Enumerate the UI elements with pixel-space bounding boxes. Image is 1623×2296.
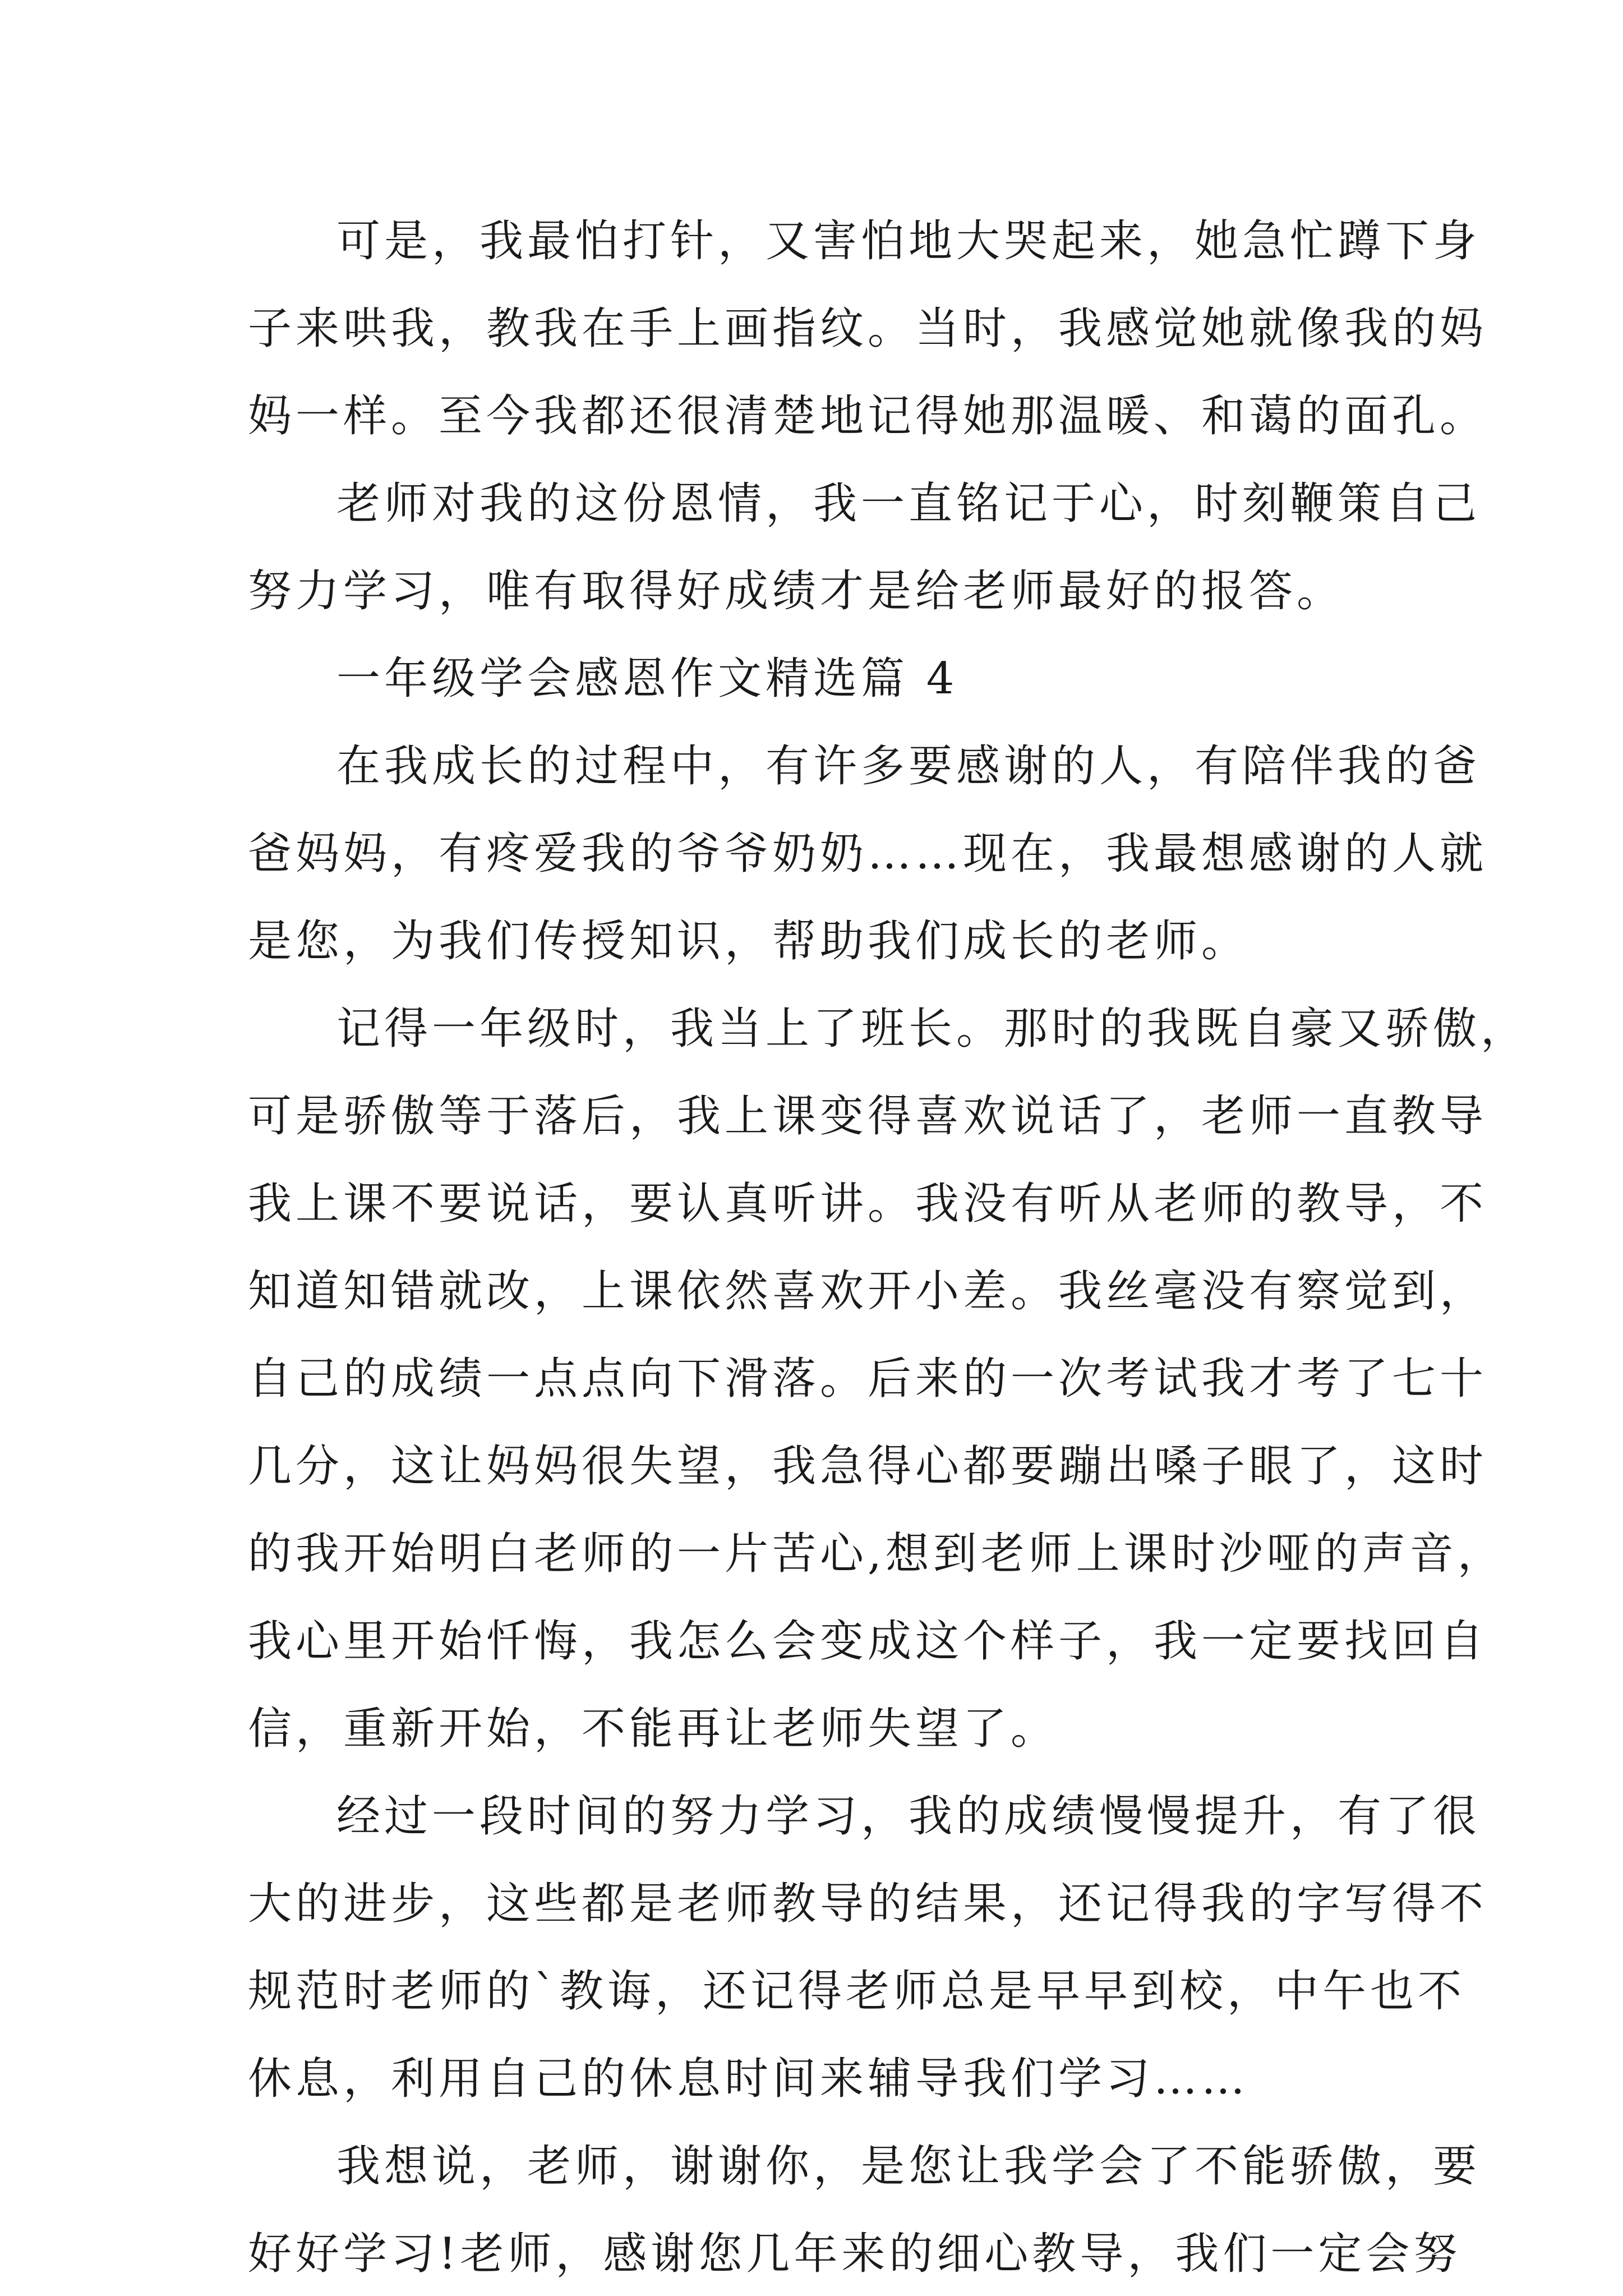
paragraph-5-line-1: 经过一段时间的努力学习，我的成绩慢慢提升，有了很 — [336, 1791, 1481, 1842]
paragraph-3-line-1: 在我成长的过程中，有许多要感谢的人，有陪伴我的爸 — [336, 741, 1481, 792]
paragraph-4-line-3: 我上课不要说话，要认真听讲。我没有听从老师的教导，不 — [248, 1179, 1488, 1229]
paragraph-4-line-9: 信，重新开始，不能再让老师失望了。 — [248, 1704, 1059, 1754]
paragraph-5-line-4: 休息，利用自己的休息时间来辅导我们学习…… — [248, 2054, 1249, 2104]
paragraph-3-line-2: 爸妈妈，有疼爱我的爷爷奶奶……现在，我最想感谢的人就 — [248, 829, 1488, 879]
paragraph-4-line-7: 的我开始明白老师的一片苦心,想到老师上课时沙哑的声音， — [248, 1529, 1505, 1579]
paragraph-6-line-2: 好好学习!老师，感谢您几年来的细心教导，我们一定会努 — [248, 2229, 1461, 2279]
paragraph-4-line-6: 几分，这让妈妈很失望，我急得心都要蹦出嗓子眼了，这时 — [248, 1441, 1488, 1492]
paragraph-5-line-3: 规范时老师的`教诲，还记得老师总是早早到校，中午也不 — [248, 1966, 1466, 2017]
paragraph-2-line-2: 努力学习，唯有取得好成绩才是给老师最好的报答。 — [248, 566, 1345, 616]
paragraph-2-line-1: 老师对我的这份恩情，我一直铭记于心，时刻鞭策自己 — [336, 478, 1481, 529]
paragraph-1-line-2: 子来哄我，教我在手上画指纹。当时，我感觉她就像我的妈 — [248, 303, 1488, 354]
paragraph-5-line-2: 大的进步，这些都是老师教导的结果，还记得我的字写得不 — [248, 1879, 1488, 1929]
paragraph-4-line-1: 记得一年级时，我当上了班长。那时的我既自豪又骄傲， — [336, 1004, 1529, 1054]
paragraph-3-line-3: 是您，为我们传授知识，帮助我们成长的老师。 — [248, 916, 1249, 967]
paragraph-1-line-3: 妈一样。至今我都还很清楚地记得她那温暖、和蔼的面孔。 — [248, 391, 1488, 441]
paragraph-1-line-1: 可是，我最怕打针，又害怕地大哭起来，她急忙蹲下身 — [336, 216, 1481, 266]
paragraph-6-line-1: 我想说，老师，谢谢你，是您让我学会了不能骄傲，要 — [336, 2141, 1481, 2192]
paragraph-4-line-2: 可是骄傲等于落后，我上课变得喜欢说话了，老师一直教导 — [248, 1091, 1488, 1142]
paragraph-4-line-8: 我心里开始忏悔，我怎么会变成这个样子，我一定要找回自 — [248, 1616, 1488, 1667]
paragraph-4-line-5: 自己的成绩一点点向下滑落。后来的一次考试我才考了七十 — [248, 1354, 1488, 1404]
paragraph-4-line-4: 知道知错就改，上课依然喜欢开小差。我丝毫没有察觉到， — [248, 1266, 1488, 1317]
section-heading: 一年级学会感恩作文精选篇 4 — [336, 654, 958, 704]
